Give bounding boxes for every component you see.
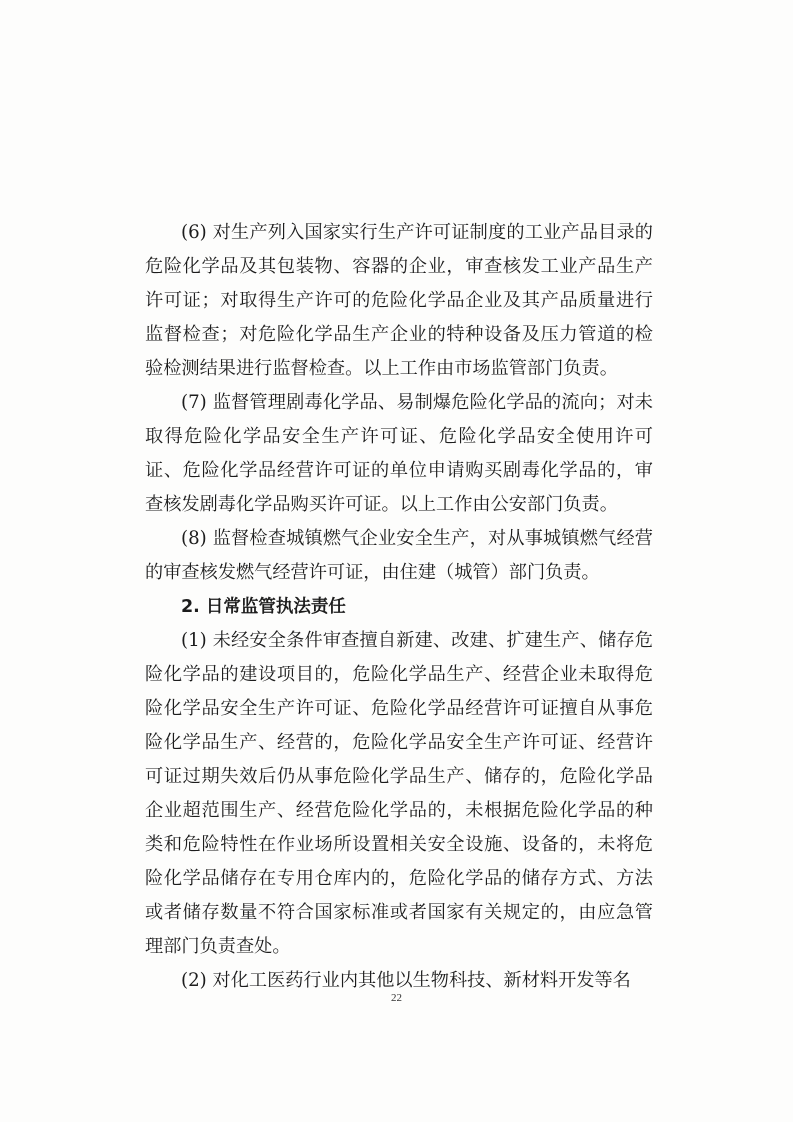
paragraph-item-6: (6) 对生产列入国家实行生产许可证制度的工业产品目录的危险化学品及其包装物、容器的企业，审查核发工业产品生产许可证；对取得生产许可的危险化学品企业及其产品质量进行监督检查；对危险化学品生产企业的特种设备及压力管道的检验检测结果进行监督检查。以上工作由市场监管部门负责。	[145, 222, 653, 379]
page-number: 22	[391, 992, 402, 1004]
paragraph-item-2: (2) 对化工医药行业内其他以生物科技、新材料开发等名	[181, 970, 631, 991]
document-body	[145, 216, 653, 998]
section-heading: 2. 日常监管执法责任	[181, 597, 346, 617]
paragraph-item-1: (1) 未经安全条件审查擅自新建、改建、扩建生产、储存危险化学品的建设项目的，危险化学品生产、经营企业未取得危险化学品安全生产许可证、危险化学品经营许可证擅自从事危险化学品生产、经营的，危险化学品安全生产许可证、经营许可证过期失效后仍从事危险化学品生产、储存的，危险化学品企业超范围生产、经营危险化学品的，未根据危险化学品的种类和危险特性在作业场所设置相关安全设施、设备的，未将危险化学品储存在专用仓库内的，危险化学品的储存方式、方法或者储存数量不符合国家标准或者国家有关规定的，由应急管理部门负责查处。	[145, 630, 653, 957]
paragraph-item-8: (8) 监督检查城镇燃气企业安全生产，对从事城镇燃气经营的审查核发燃气经营许可证，由住建（城管）部门负责。	[145, 528, 653, 583]
paragraph-item-7: (7) 监督管理剧毒化学品、易制爆危险化学品的流向；对未取得危险化学品安全生产许可证、危险化学品安全使用许可证、危险化学品经营许可证的单位申请购买剧毒化学品的，审查核发剧毒化学品购买许可证。以上工作由公安部门负责。	[145, 392, 653, 515]
